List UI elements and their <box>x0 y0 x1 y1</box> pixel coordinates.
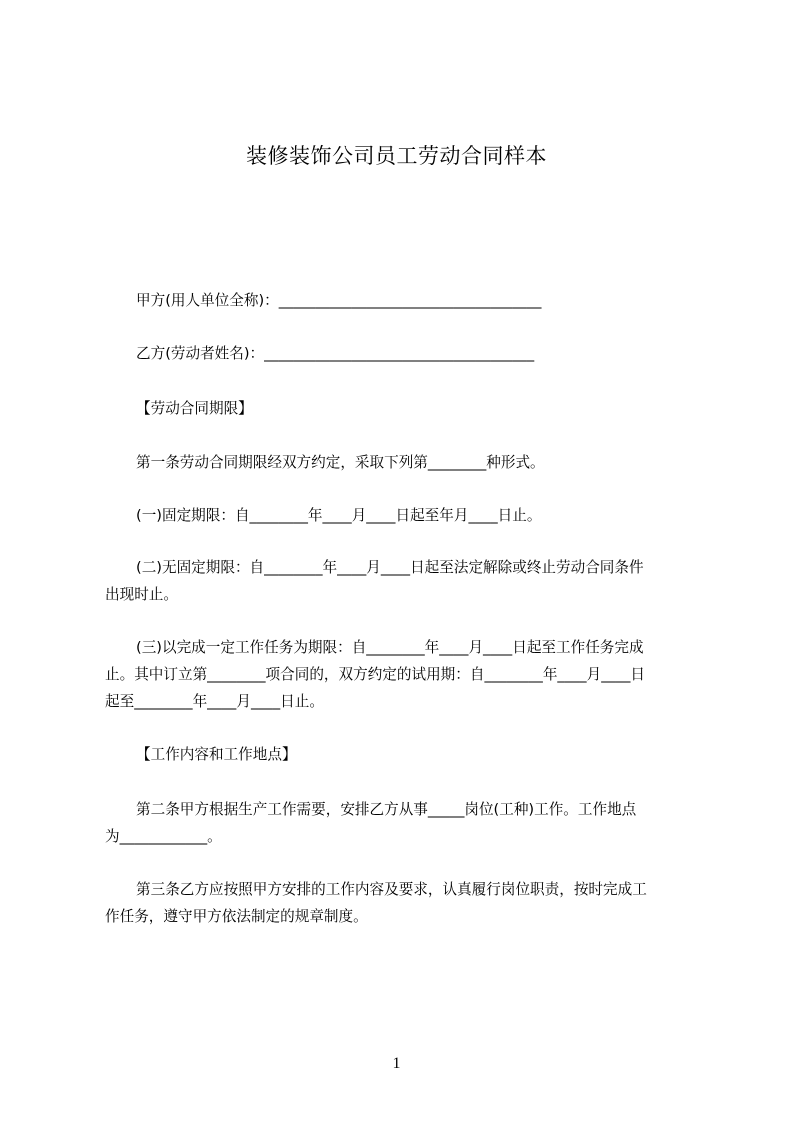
term-fixed: (一)固定期限：自________年____月____日起至年月____日止。 <box>136 507 542 524</box>
article-3-line-1: 第三条乙方应按照甲方安排的工作内容及要求，认真履行岗位职责，按时完成工 <box>136 881 647 898</box>
term-open-line-1: (二)无固定期限：自________年____月____日起至法定解除或终止劳动合同条件 <box>136 559 644 576</box>
term-task-line-3: 起至________年____月____日止。 <box>105 693 324 710</box>
article-1: 第一条劳动合同期限经双方约定，采取下列第________种形式。 <box>136 454 545 471</box>
document-title: 装修装饰公司员工劳动合同样本 <box>246 144 547 168</box>
page-number: 1 <box>392 1055 401 1072</box>
section-heading-term: 【劳动合同期限】 <box>136 400 253 417</box>
section-heading-work: 【工作内容和工作地点】 <box>136 746 297 763</box>
article-2-line-1: 第二条甲方根据生产工作需要，安排乙方从事_____岗位(工种)工作。工作地点 <box>136 801 637 818</box>
party-a-line: 甲方(用人单位全称)：____________________________________ <box>136 292 542 309</box>
term-open-line-2: 出现时止。 <box>105 586 178 603</box>
term-task-line-2: 止。其中订立第________项合同的，双方约定的试用期：自________年____月____日 <box>105 666 645 683</box>
article-3-line-2: 作任务，遵守甲方依法制定的规章制度。 <box>105 908 368 925</box>
party-b-line: 乙方(劳动者姓名)：_____________________________________ <box>136 345 535 362</box>
article-2-line-2: 为____________。 <box>105 828 222 845</box>
term-task-line-1: (三)以完成一定工作任务为期限：自________年____月____日起至工作任务完成 <box>136 639 644 656</box>
